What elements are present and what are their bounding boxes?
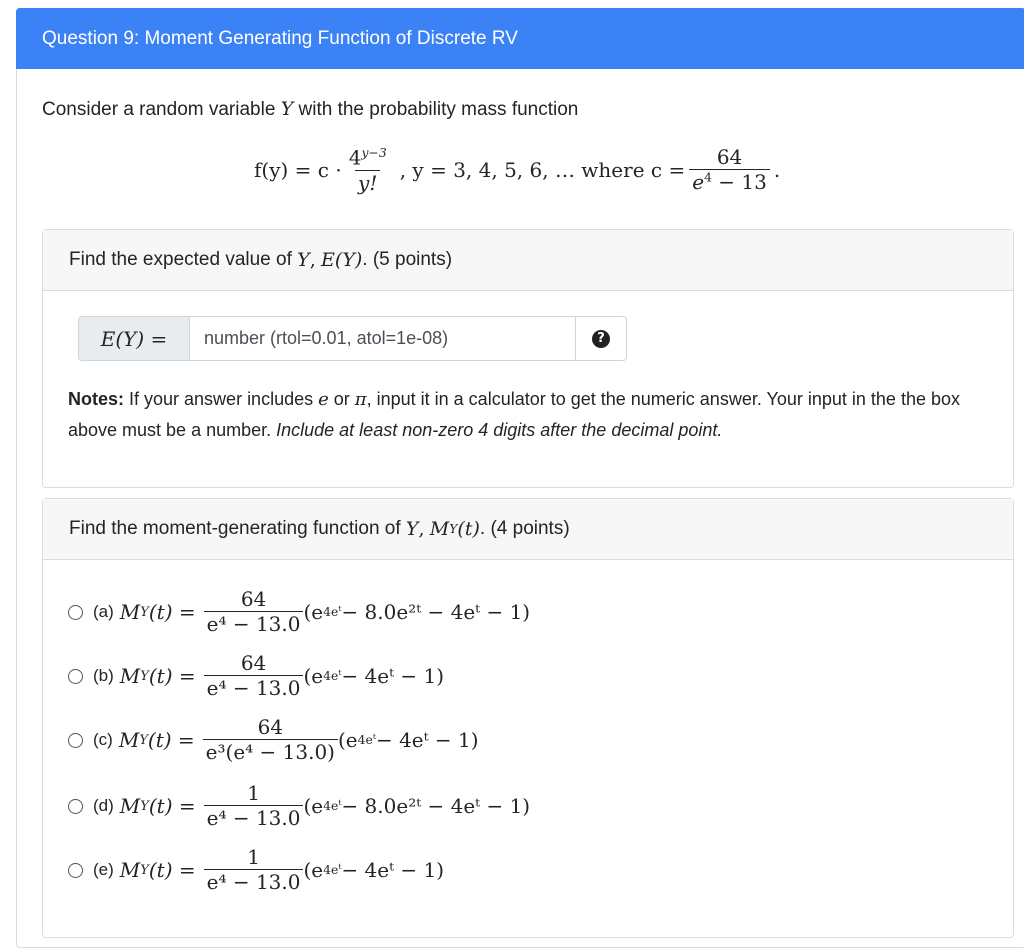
intro-text: Consider a random variable (42, 99, 276, 120)
answer-input-label: E(Y) = (79, 317, 190, 360)
part2-title-pre: Find the moment-generating function of (69, 518, 401, 539)
mgf-body: (e (303, 664, 324, 688)
notes-or: or (328, 389, 355, 409)
option-letter: (d) (93, 796, 114, 815)
mgf-exp2: t (338, 668, 342, 678)
notes-bold: Notes: (68, 389, 125, 409)
pmf-lhs: f(y) = c · (254, 158, 342, 183)
notes-pi: π (354, 389, 367, 410)
part1-expr: E(Y) (321, 249, 363, 271)
mgf-num: 64 (257, 715, 284, 739)
mgf-sub: Y (140, 668, 149, 684)
radio-c[interactable] (68, 733, 83, 748)
mgf-exp2: t (372, 732, 376, 742)
mgf-exp: 4e (323, 798, 339, 814)
part1-title-pre: Find the expected value of (69, 249, 292, 270)
part2-expr-sub: Y (449, 522, 458, 536)
radio-d[interactable] (68, 799, 83, 814)
mgf-den: e³(e⁴ − 13.0) (203, 739, 338, 764)
pmf-c-den-base: e (692, 170, 705, 195)
option-e[interactable] (68, 846, 444, 894)
mgf-fraction (204, 588, 304, 636)
question-intro (42, 98, 578, 121)
mgf-sub: Y (140, 798, 149, 814)
radio-b[interactable] (68, 669, 83, 684)
mgf-lhs: M (119, 600, 141, 624)
mgf-num: 64 (240, 651, 267, 675)
mgf-fraction (204, 782, 304, 830)
mgf-lhs: M (118, 728, 140, 752)
pmf-period: . (773, 158, 781, 183)
part1-var: Y (297, 249, 310, 271)
mgf-tail: − 4eᵗ − 1) (375, 728, 479, 752)
mgf-arg: (t) = (148, 664, 196, 688)
question-header (16, 8, 1024, 69)
pmf-c-num: 64 (716, 145, 743, 170)
part1-title-sep: , (309, 249, 316, 271)
question-mark-icon: ? (592, 330, 610, 348)
mgf-arg: (t) = (148, 794, 196, 818)
mgf-sub: Y (140, 604, 149, 620)
option-a[interactable] (68, 588, 530, 636)
pmf-support: , y = 3, 4, 5, 6, … where c = (399, 158, 686, 183)
option-letter: (a) (93, 602, 114, 621)
notes-part-1: If your answer includes (124, 389, 319, 409)
mgf-den: e⁴ − 13.0 (204, 611, 304, 636)
mgf-exp2: t (338, 604, 342, 614)
question-title: Question 9: Moment Generating Function of Discrete RV (42, 28, 518, 49)
mgf-fraction (204, 652, 304, 700)
notes-e: e (318, 389, 329, 410)
mgf-lhs: M (119, 858, 141, 882)
mgf-tail: − 8.0e²ᵗ − 4eᵗ − 1) (341, 600, 531, 624)
pmf-c-den-rest: − 13 (711, 170, 767, 195)
pmf-c-den-exp: 4 (704, 169, 712, 185)
mgf-den: e⁴ − 13.0 (204, 869, 304, 894)
mgf-exp: 4e (323, 862, 339, 878)
mgf-exp2: t (338, 862, 342, 872)
mgf-arg: (t) = (147, 728, 195, 752)
option-d[interactable] (68, 782, 530, 830)
expected-value-input[interactable] (190, 317, 575, 360)
option-b[interactable] (68, 652, 444, 700)
mgf-body: (e (338, 728, 358, 752)
intro-var: Y (280, 98, 294, 120)
pmf-den: y! (355, 170, 380, 195)
part2-header (43, 499, 1013, 560)
part2-title-sep: , (418, 518, 425, 540)
part1-title-post: . (5 points) (362, 249, 453, 270)
radio-e[interactable] (68, 863, 83, 878)
part2-var: Y (405, 518, 419, 540)
option-c[interactable] (68, 716, 479, 764)
notes-part-2: , input it in a calculator to get the numeric answer. Your input in the the box above must be a number. (68, 389, 960, 440)
pmf-fraction (346, 146, 390, 195)
mgf-exp: 4e (323, 604, 339, 620)
mgf-num: 1 (247, 845, 260, 869)
mgf-sub: Y (140, 862, 149, 878)
pmf-c-fraction (689, 146, 770, 194)
mgf-fraction (203, 716, 338, 764)
mgf-tail: − 4eᵗ − 1) (341, 664, 445, 688)
mgf-body: (e (303, 794, 324, 818)
intro-text-after: with the probability mass function (298, 99, 579, 120)
option-letter: (e) (93, 860, 114, 879)
help-button[interactable] (575, 317, 626, 360)
option-letter: (c) (93, 730, 113, 749)
mgf-num: 1 (247, 781, 260, 805)
mgf-arg: (t) = (148, 858, 196, 882)
mgf-exp: 4e (323, 668, 339, 684)
radio-a[interactable] (68, 605, 83, 620)
mgf-num: 64 (240, 587, 267, 611)
part2-title-post: . (4 points) (479, 518, 570, 539)
mgf-body: (e (303, 600, 324, 624)
mgf-arg: (t) = (148, 600, 196, 624)
mgf-den: e⁴ − 13.0 (204, 805, 304, 830)
mgf-exp: 4e (357, 732, 373, 748)
mgf-tail: − 8.0e²ᵗ − 4eᵗ − 1) (341, 794, 531, 818)
mgf-body: (e (303, 858, 324, 882)
mgf-lhs: M (119, 794, 141, 818)
mgf-den: e⁴ − 13.0 (204, 675, 304, 700)
part2-expr-arg: (t) (457, 518, 480, 540)
mgf-sub: Y (139, 732, 148, 748)
option-letter: (b) (93, 666, 114, 685)
pmf-num-exp: y−3 (361, 145, 387, 160)
mgf-lhs: M (119, 664, 141, 688)
part2-expr: M (429, 518, 450, 540)
mgf-fraction (204, 846, 304, 894)
notes-text (68, 384, 988, 445)
pmf-formula (254, 146, 814, 210)
mgf-exp2: t (338, 798, 342, 808)
notes-italic: Include at least non-zero 4 digits after the decimal point. (276, 420, 723, 440)
answer-input-group (78, 316, 627, 361)
pmf-num-base: 4 (348, 145, 362, 170)
part1-header (43, 230, 1013, 291)
mgf-tail: − 4eᵗ − 1) (341, 858, 445, 882)
